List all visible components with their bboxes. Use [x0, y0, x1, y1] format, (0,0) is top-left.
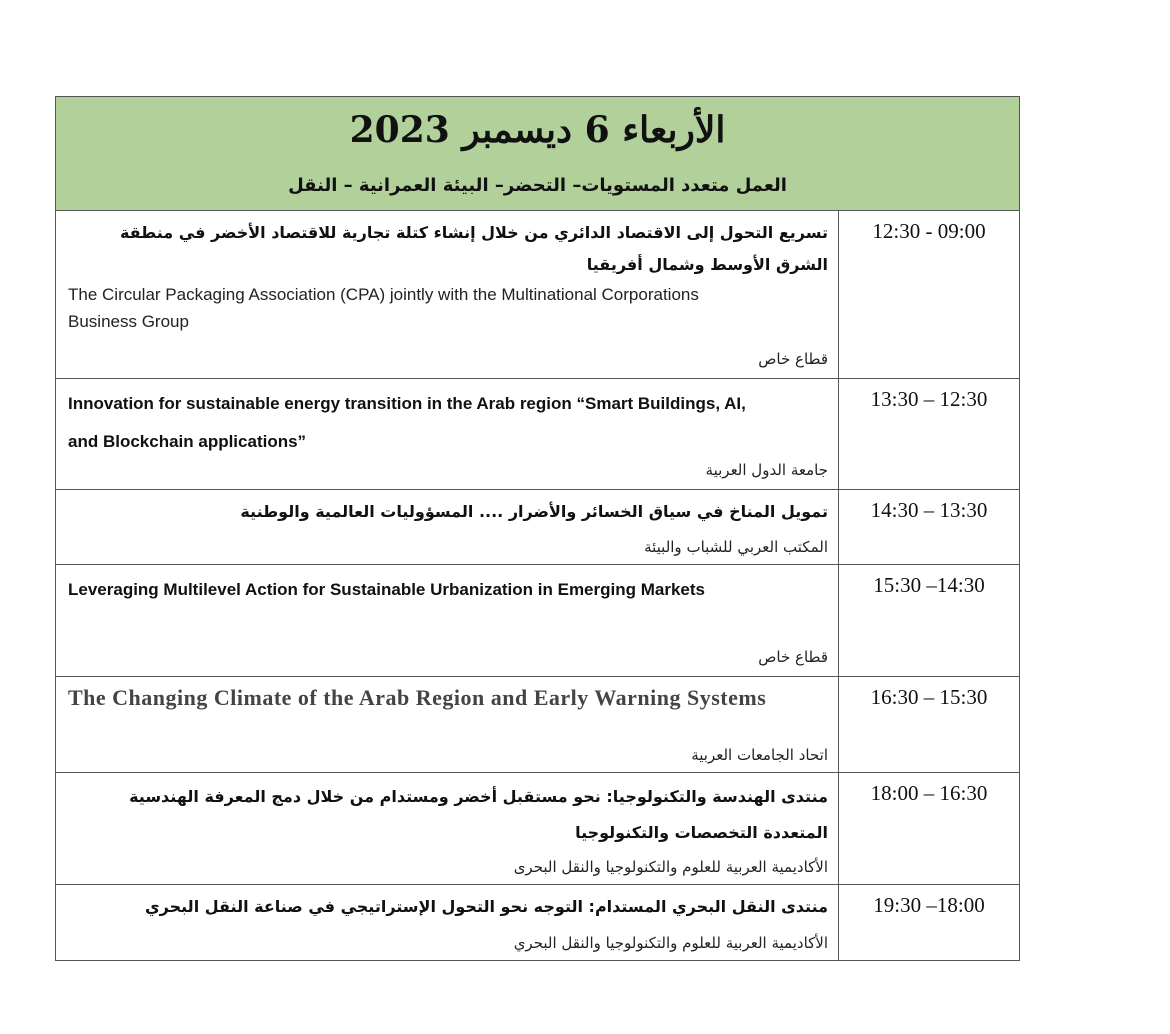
session-row	[56, 211, 1019, 379]
session-time: 12:30 - 09:00	[872, 219, 986, 243]
session-time: 16:30 – 15:30	[870, 685, 988, 709]
session-title: The Changing Climate of the Arab Region and Early Warning Systems	[68, 685, 767, 710]
session-description: The Circular Packaging Association (CPA) jointly with the Multinational Corporations Business Group	[68, 285, 699, 331]
session-title: Innovation for sustainable energy transition in the Arab region “Smart Buildings, AI, and Blockchain applications”	[68, 394, 746, 451]
session-content	[56, 677, 839, 772]
session-organizer: اتحاد الجامعات العربية	[691, 746, 828, 764]
session-time: 15:30 –14:30	[873, 573, 985, 597]
session-organizer: الأكاديمية العربية للعلوم والتكنولوجيا والنقل البحرى	[513, 858, 828, 876]
session-time: 19:30 –18:00	[873, 893, 985, 917]
session-time: 13:30 – 12:30	[870, 387, 988, 411]
session-content	[56, 885, 839, 960]
session-title: منتدى الهندسة والتكنولوجيا: نحو مستقبل أخضر ومستدام من خلال دمج المعرفة الهندسية المتعددة التخصصات والتكنولوجيا	[129, 787, 828, 842]
day-header	[56, 97, 1019, 211]
session-title: منتدى النقل البحري المستدام: التوجه نحو التحول الإستراتيجي في صناعة النقل البحري	[145, 897, 828, 916]
session-organizer: المكتب العربي للشباب والبيئة	[644, 538, 828, 556]
day-topic: العمل متعدد المستويات– التحضر– البيئة العمرانية – النقل	[288, 175, 787, 196]
session-row	[56, 379, 1019, 490]
session-content	[56, 379, 839, 489]
session-organizer: الأكاديمية العربية للعلوم والتكنولوجيا والنقل البحري	[513, 934, 828, 952]
schedule-table	[55, 96, 1020, 961]
day-title: الأربعاء 6 ديسمبر 2023	[349, 109, 726, 151]
session-content	[56, 773, 839, 884]
session-organizer: قطاع خاص	[758, 350, 828, 368]
session-row	[56, 773, 1019, 885]
session-row	[56, 885, 1019, 960]
session-time: 18:00 – 16:30	[870, 781, 988, 805]
session-row	[56, 565, 1019, 677]
session-time: 14:30 – 13:30	[870, 498, 988, 522]
session-row	[56, 677, 1019, 773]
session-content	[56, 211, 839, 378]
session-content	[56, 490, 839, 564]
session-row	[56, 490, 1019, 565]
session-organizer: جامعة الدول العربية	[705, 461, 828, 479]
session-title: تمويل المناخ في سياق الخسائر والأضرار .... المسؤوليات العالمية والوطنية	[240, 502, 828, 521]
session-content	[56, 565, 839, 676]
session-title: Leveraging Multilevel Action for Sustainable Urbanization in Emerging Markets	[68, 580, 705, 599]
session-title: تسريع التحول إلى الاقتصاد الدائري من خلال إنشاء كتلة تجارية للاقتصاد الأخضر في منطقة الشرق الأوسط وشمال أفريقيا	[119, 223, 828, 274]
session-organizer: قطاع خاص	[758, 648, 828, 666]
